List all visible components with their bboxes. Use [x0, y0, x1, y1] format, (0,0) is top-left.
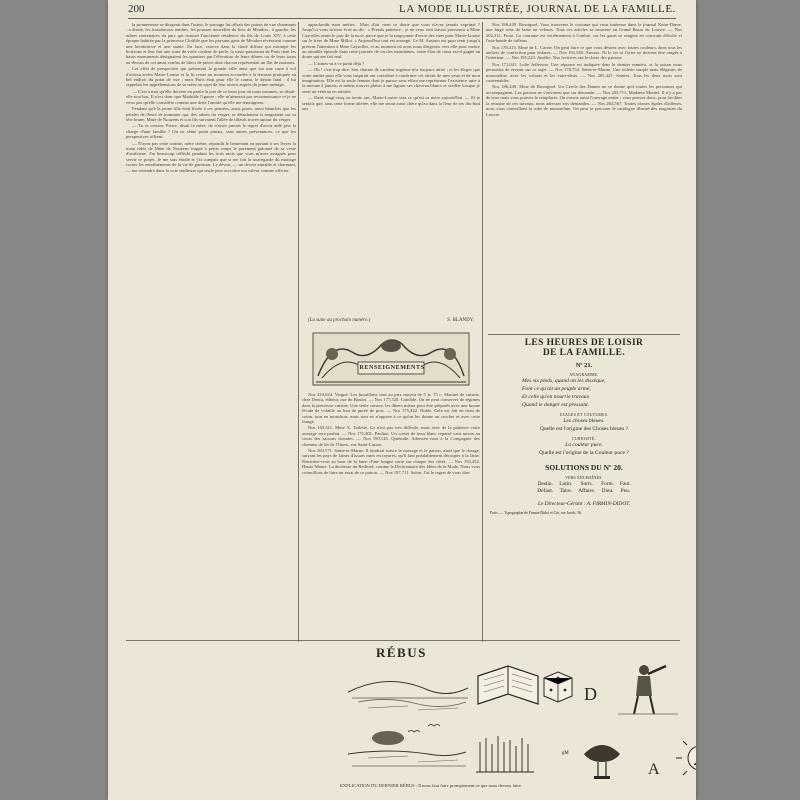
- paragraph: Nos 200,571. Saine-et-Marne. Il faudrait suivre le ouvrage et le patron, ainsi que le tissage, suivant les pays de laines d'issues mies en rayures, qu'il faut préalablement découper à la laine. Remettez-vous au bout de la laine d'une longue sorte sur chaque des côtés. — Nos 193,452. Hauto-Maine. La duchesse du Bedford, comme le Dictionnaire des Idées de la Mode. Nous vous conseillons de faire un essai de ce patron. — Nos 197,711. Salon. J'ai le regret de vous dire.: [302, 448, 480, 475]
- usages-question: Quelle est l'origine des Choses bleues ?: [539, 426, 629, 432]
- curiosite-label: CURIOSITÉ.: [572, 437, 596, 441]
- anagram-label: ANAGRAMME.: [569, 373, 599, 377]
- rebus-title: RÉBUS: [376, 645, 427, 660]
- paragraph: approfondir mon métier... Mais d'où vient ce doute que vous n'avez jamais exprimé ? Jusqu'ici vous m'avez écrit au dit : « Prends patience ; je ne veux rien laisser pressentir à Mme Cayrolles avant le jour de la noce, parce que je la soupçonne d'avoir des vues pour Marie-Louise sur le frère de Mme Millot. » Aujourd'hui tout est arrangé. Ce M. Austain est pour tenir jusqu'à présent l'attention à Mme Cayrolles, et au moment où nous nous dirigeons vers elle pour mettre un aimable épisode dans cette journée de cercles mondaines, votre élan de cœur est-il gagné au doute qui me fait mal.: [302, 22, 480, 60]
- paragraph: — C'est à moi qu'elle doivent en partie la joie de ce beau jour où nous sommes, se disait-elle tout bas. Il n'est donc que Mathilde l'ignore ; elle m'aimerait par reconnaissance et je ne veux pas qu'elle considère comme une dette l'amitié qu'elle me témoignera.: [126, 88, 296, 105]
- solution-word: Faut.: [619, 481, 631, 487]
- sky-birds-icon: [348, 725, 466, 767]
- paragraph: Nos 171,041. Lolie Jefferson. Une réponse est indiquée dans le dernier numéro, et la saison nous permettra de revenir sur ce sujet. — Nos 178,754. Seine-et-Marne. Une toilette simple mais élégante, de mousseline, avec les volants et les entre-deux. — Nos 205,421. Saintes. Tous les deux mois sont convenables.: [486, 61, 682, 84]
- rebus-illustration: [348, 662, 702, 784]
- journal-title: LA MODE ILLUSTRÉE, JOURNAL DE LA FAMILLE.: [399, 3, 676, 15]
- continued-note: (La suite au prochain numéro.): [308, 318, 371, 323]
- usages-subject: Les choses bleues.: [563, 418, 605, 424]
- author-signature: S. BLANDY.: [447, 318, 474, 323]
- solution-word: Forte.: [601, 481, 614, 487]
- paragraph: — Tu es certain, Pierre, disait la mère, de n'avoir jamais le regret d'avoir aidé prix la charge d'une famille ? On ne sème point jamais, sans autres prévenances, ce que les perspectives offrent.: [126, 123, 296, 140]
- paragraph: Nos 186,449. Rossignol. Vous trouverez le costume qui vous intéresse dans le journal Notre-Dame, une large robe de laine en velours. Tous ces articles se trouvent au Grand Bazar du Louvre. — Nos 202,311. Porte. La coutume est extrêmement à l'ombre, car les gants se rangent en couvrant d'étoffe et l'une bande de taffetas.: [486, 22, 682, 44]
- dice-icon: [544, 672, 572, 702]
- ornamental-banner-illustration: [312, 332, 470, 386]
- leisure-title-line1: LES HEURES DE LOISIR: [524, 338, 644, 348]
- column-divider-2: [482, 22, 483, 642]
- saddle-icon: [584, 745, 620, 779]
- paragraph: Pendant qu'e la jeune fille était livrée à ces pensées, aussi pures, aussi blanches que les pétales de fleurs de pommier qui, des arbres du verger, se détachaient et neigeaient sur sa tête brune, Mme de Nouzens et son fils suivaient l'allée de tilleuls tracée autour du verger.: [126, 106, 296, 122]
- paragraph: — N'ayez pas cette crainte, mère chérie, répondit le lieutenant en portant à ses lèvres la main ridée de Mme de Nouzens frappé à petits coups le parement galonné de sa veste d'uniforme. J'ai beaucoup réfléchi pendant les trois mois que vous m'avez assignés pour servir ce projet. Je me suis étudié et j'ai compris que si me fait la sauvegarde du mariage contre les entraînements de la vie de garnison. Le devoir, — un devoir aimable et charmant, — me retiendra dans la voie studieuse qui seule peut accroître ma valeur comme officier.: [126, 140, 296, 173]
- curiosite-question: Quelle est l'origine de la Couleur puce ?: [539, 450, 629, 456]
- rebus-number-2: 2: [694, 752, 702, 769]
- rebus-letter-a: A: [648, 761, 660, 778]
- paragraph: Nos 163,511. Mme X. Tuilette. Ce n'est pas très difficile, mais avec de la patience votre ouvrage sera parfait. — Nos 172,401. Pauline. Un corset de tissu blanc repassé vaut mieux au cours des saisons chaudes. — Nos 190,145. Quiétude. Adressez-vous à la Compagnie des chemins de fer de l'Ouest, rue Saint-Lazare.: [302, 425, 480, 447]
- solution-word: Destin.: [537, 481, 553, 487]
- solution-word: Taire.: [559, 488, 572, 494]
- solution-word: Peu.: [620, 488, 631, 494]
- telescope-figure-icon: [618, 665, 678, 714]
- paragraph: Cet effet de perspective qui présentait la grande ville ainsi que sur une carte à vol d'oiseau arrêta Marie-Louise et la fit rester un moment accoudée à la terrasse pratiquée au bel endroit du point de vue ; mais Paris était pour elle le connu, le destin fatal ; il lui rappelait les appréhensions de sa mère au sujet de leur avenir auprès du jeune ménage.: [126, 66, 296, 88]
- leisure-title-line2: DE LA FAMILLE.: [542, 348, 626, 358]
- reeds-icon: [476, 736, 534, 772]
- verse-line: Quand le danger est pressant.: [522, 402, 590, 408]
- vers-label: VERS ENCHAÎNÉS.: [565, 476, 603, 480]
- leisure-number: Nº 21.: [575, 362, 593, 369]
- answers-column: [486, 22, 682, 352]
- paragraph: Nos 186,449. Mme de Rossignol. Un Cercle des Dames ne se donne qu'à toutes les personnes qui accompagnent. Les patrons ne s'envoient que sur demande. — Nos 203,711. Madame Montel. Il n'y a pas de rose mais vous pouvez le remplacer. On envoie aussi l'ouvrage entier ; vous pouvez donc, pour faciliter la réussite de ces travaux, nous adresser vos demandes. — Nos 204,567. Toutes choses égales d'ailleurs, nous vous conseillons la robe de mousseline. On peut se procurer le catalogue illustré des magasins du Louvre.: [486, 84, 682, 117]
- open-book-icon: [478, 666, 538, 704]
- landscape-hills-icon: [348, 681, 468, 693]
- usages-label: USAGES ET COUTUMES.: [559, 413, 609, 417]
- journal-page: [108, 0, 702, 800]
- director-signature: Le Directeur-Gérant : A. FIRMIN-DIDOT.: [537, 501, 631, 507]
- renseignements-column: [302, 392, 480, 638]
- verse-line: Font ce qu'ait un peuple armé,: [522, 386, 591, 392]
- page-header: [128, 2, 676, 19]
- verse-line: Mes six pieds, quand on les dissèque,: [522, 378, 606, 384]
- rebus-letter-d: D: [584, 684, 597, 704]
- paragraph: — Oh ! c'est trop dire. Son charme de candeur ingénue m'a toujours attiré ; et les éloges que votre amitié pour elle vous inspirait ont contribué à confirmer cet attrait de mes yeux et de mon imagination. Elle est la seule femme dont je puisse sans effroi me représenter l'existence unie à la mienne à jamais, et même trouver plaisir à me figurer ses cheveux blancs et vieillie lorsque je serai un vétéran en retraite.: [302, 67, 480, 94]
- verse-line: Et celle qu'en nourrie travaux: [522, 394, 590, 400]
- solution-word: Dieu.: [601, 488, 614, 494]
- paragraph: la promeneuse se dirigeait dans l'ouest, le paysage lui offrait des points de vue charmants : à droite, les frondaisons tendres, les pousses nouvelles du bois de Meudon ; à gauche, les arbres centenaires du parc qui entoure l'ancienne résidence du fils de Louis XIV, à cette époque habitée par la princesse Clotilde que les paysans gens de Meudon révéraient comme une bienfaitrice et une sainte. En face, estreva dans la clarté diffuse qui estompe les horizons et leur fait une sorte de voile couleur de perle, la vaste panorama de Paris dont les hauts monuments désignaient les quartiers par l'élévation de leurs dômes ou de leurs tours au-dessus de cet amas confus de blocs de pierre dont chacun représentait un îlot de maisons.: [126, 22, 296, 65]
- leisure-section: [486, 338, 682, 515]
- section-divider: [488, 334, 680, 335]
- paragraph: Nos 210,024. Vergné. Les brouillons sont au prix moyen de 5 fr. 75 c. Manuel de cuisine, chez Dentu, éditeur, rue du Bouloi. — Nos 177,520. Candide. On ne peut conserver de régimes dans la précieuse cuisine. Une seule cuisine, les dîners mieux pour être préparés avec une bonne fécule de volaille au lieu de purée de pois. — Nos 175,422. Noble. Cela est fait en tissu de coton, non en mouchoir, mais rien en n'oppose à ce qu'on les donne au crochet et avec cette frange.: [302, 392, 480, 425]
- paragraph: — Dans vingt-cinq ou trente ans, Marie-Louise sera ce qu'est sa mère aujourd'hui. — Et je sentais que, sans cette forme altérée, elle me serait aussi chère qu'au dans la fleur de ses dix-huit ans.: [302, 95, 480, 112]
- paragraph: Nos 178,413. Mme de L. Carrie. On peut faire ce que vous désirez avec toutes couleurs, dans tous les ateliers de confection pour enfants. — Nos 191,560. Arnoux. Ni le fer ni l'acier ne doivent être rangés à l'intérieur. — Nos 195,223. Amélie. Nos lectrices ont le choix des patrons.: [486, 44, 682, 61]
- story-column-2: [302, 22, 480, 334]
- solution-words: [486, 481, 682, 495]
- solution-word: Affaire.: [578, 488, 596, 494]
- solutions-title: SOLUTIONS DU Nº 20.: [545, 463, 623, 472]
- curiosite-subject: La couleur puce.: [565, 442, 603, 448]
- rebus-mark: ᵍᴹ: [562, 749, 569, 758]
- rebus-explanation: EXPLICATION DU DERNIER RÉBUS : Il nous faut faire promptement ce que nous devons faire.: [340, 783, 523, 788]
- paragraph: — L'aimes-tu à ce point déjà ?: [308, 60, 365, 66]
- page-number: 200: [128, 3, 145, 15]
- rebus-divider: [126, 640, 680, 641]
- printer-line: Paris. — Typographie de Firmin-Didot et Cie, rue Jacob, 56.: [490, 511, 582, 515]
- renseignements-banner: [312, 332, 470, 386]
- renseignements-title: RENSEIGNEMENTS: [359, 365, 425, 371]
- solution-word: Défaut.: [537, 488, 554, 494]
- solution-word: Lutin.: [559, 481, 573, 487]
- story-column-1: [126, 22, 296, 794]
- column-divider-1: [298, 22, 299, 642]
- solution-word: Sorts.: [580, 481, 593, 487]
- sun-icon: [676, 734, 702, 782]
